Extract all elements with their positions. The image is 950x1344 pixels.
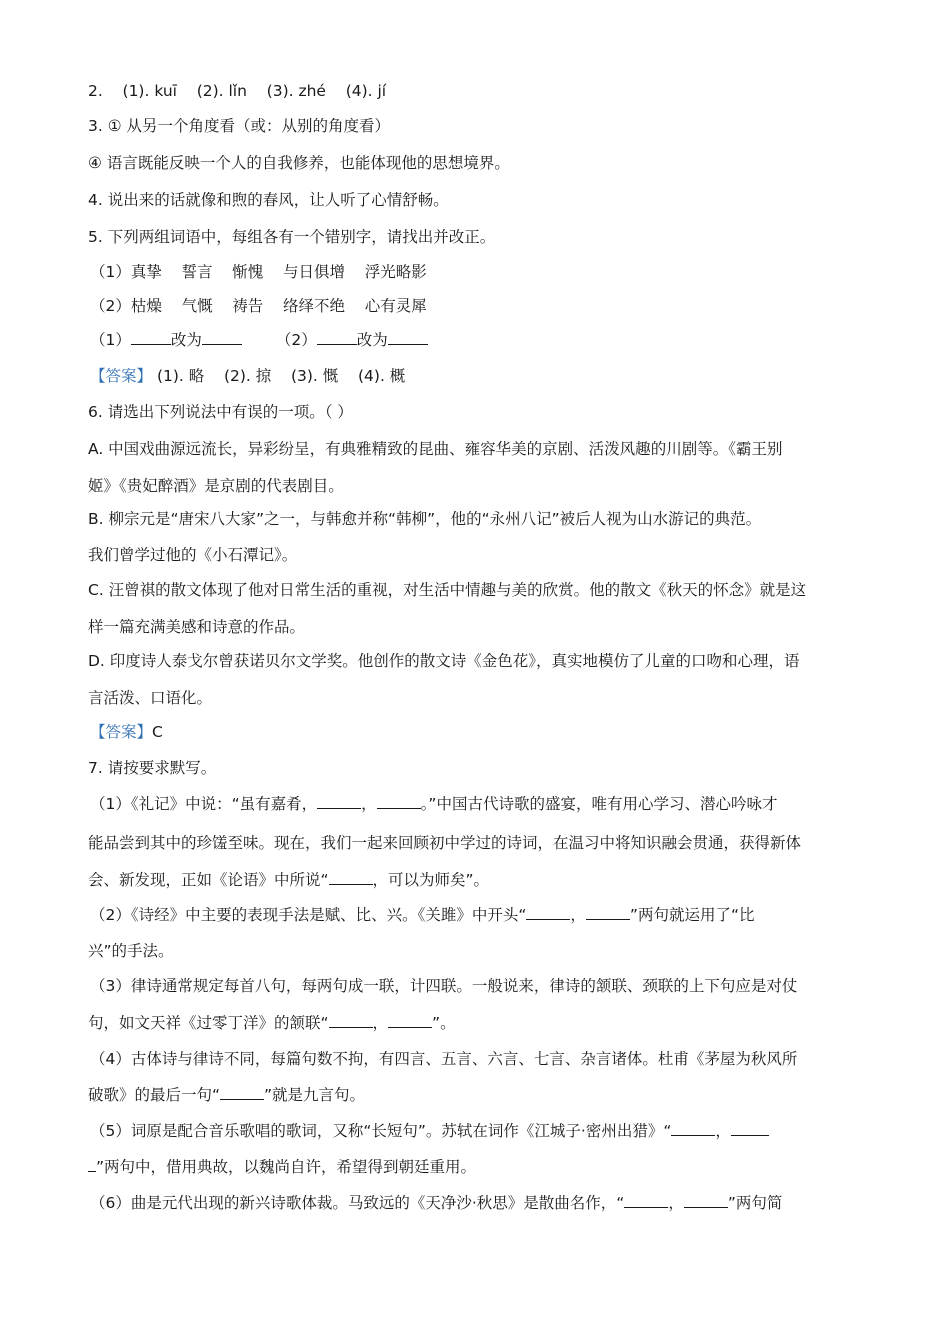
q7-p3-text-a: 句，如文天祥《过零丁洋》的颔联“ (88, 1014, 329, 1032)
q7-p3-blank-1[interactable] (329, 1013, 373, 1028)
q2-item-3: (3). zhé (266, 82, 326, 100)
q5-answer-line (90, 365, 405, 387)
q7-p5-blank-2[interactable] (731, 1121, 769, 1136)
q7-p3-line-2 (88, 1012, 456, 1034)
q7-p3-blank-2[interactable] (388, 1013, 432, 1028)
q7-p5-line-1 (90, 1120, 769, 1142)
q7-stem: 7. 请按要求默写。 (88, 759, 217, 777)
q6-option-d-line-1: D. 印度诗人泰戈尔曾获诺贝尔文学奖。他创作的散文诗《金色花》，真实地模仿了儿童的口吻和心理，语 (88, 652, 800, 670)
q5-fill-1-change: 改为 (170, 331, 202, 349)
q3-line-2: ④ 语言既能反映一个人的自我修养，也能体现他的思想境界。 (88, 154, 510, 172)
q2-item-4: (4). jí (345, 82, 387, 100)
q6-option-a-line-2: 姬》《贵妃醉酒》是京剧的代表剧目。 (88, 477, 344, 495)
q7-p4-text-a: 破歌》的最后一句“ (88, 1086, 221, 1104)
q7-p3-text-b: ， (372, 1014, 389, 1032)
q6-answer: C (152, 723, 163, 741)
q7-p6-blank-2[interactable] (684, 1193, 728, 1208)
q7-p1-text-e: ，可以为师矣”。 (372, 871, 490, 889)
q7-p1-blank-1[interactable] (317, 794, 361, 809)
q7-p1-blank-2[interactable] (377, 794, 421, 809)
q7-p4-blank-1[interactable] (220, 1085, 264, 1100)
q7-p5-text-a: （5）词原是配合音乐歌唱的歌词，又称“长短句”。苏轼在词作《江城子·密州出猎》“ (90, 1122, 672, 1140)
q7-p2-blank-2[interactable] (586, 905, 630, 920)
q7-p1-line-1 (90, 793, 777, 815)
q7-p2-blank-1[interactable] (526, 905, 570, 920)
q5-group-1: （1）真挚 誓言 惭愧 与日俱增 浮光略影 (90, 263, 427, 281)
q6-answer-tag: 【答案】 (90, 723, 153, 741)
q3-line-1: 3. ① 从另一个角度看（或：从别的角度看） (88, 117, 391, 135)
q7-p2-text-b: ， (570, 906, 586, 924)
q6-stem: 6. 请选出下列说法中有误的一项。（ ） (88, 403, 353, 421)
q7-p2-text-a: （2）《诗经》中主要的表现手法是赋、比、兴。《关雎》中开头“ (90, 906, 527, 924)
q7-p3-text-c: ”。 (432, 1014, 456, 1032)
q2-item-2: (2). lǐn (196, 82, 247, 100)
q7-p1-text-b: ， (361, 795, 377, 813)
q6-answer-line (90, 721, 163, 743)
q7-p4-line-1: （4）古体诗与律诗不同，每篇句数不拘，有四言、五言、六言、七言、杂言诸体。杜甫《茅屋为秋风所 (90, 1050, 798, 1068)
q5-blank-4[interactable] (388, 330, 428, 345)
q7-p1-text-a: （1）《礼记》中说：“虽有嘉肴， (90, 795, 318, 813)
q4-line: 4. 说出来的话就像和煦的春风，让人听了心情舒畅。 (88, 191, 449, 209)
q2-number: 2. (88, 82, 103, 100)
q7-p3-line-1: （3）律诗通常规定每首八句，每两句成一联，计四联。一般说来，律诗的颔联、颈联的上下句应是对仗 (90, 977, 798, 995)
q5-answer-tag: 【答案】 (90, 367, 153, 385)
q6-option-a-line-1: A. 中国戏曲源远流长，异彩纷呈，有典雅精致的昆曲、雍容华美的京剧、活泼风趣的川剧等。《霸王别 (88, 440, 783, 458)
q6-option-b-line-1: B. 柳宗元是“唐宋八大家”之一，与韩愈并称“韩柳”，他的“永州八记”被后人视为山水游记的典范。 (88, 510, 762, 528)
q7-p6-text-a: （6）曲是元代出现的新兴诗歌体裁。马致远的《天净沙·秋思》是散曲名作，“ (90, 1194, 625, 1212)
q5-blank-1[interactable] (131, 330, 171, 345)
q7-p6-text-b: ， (668, 1194, 684, 1212)
q2-answer-line (88, 80, 386, 102)
q7-p6-text-c: ”两句简 (727, 1194, 783, 1212)
q6-option-b-line-2: 我们曾学过他的《小石潭记》。 (88, 546, 298, 564)
q5-group-2: （2）枯燥 气慨 祷告 络绎不绝 心有灵犀 (90, 297, 427, 315)
q7-p5-blank-2-cont[interactable] (88, 1157, 96, 1172)
q7-p2-text-c: ”两句就运用了“比 (629, 906, 755, 924)
q7-p5-text-b2: ”两句中，借用典故，以魏尚自许，希望得到朝廷重用。 (96, 1158, 477, 1176)
q7-p1-blank-3[interactable] (329, 870, 373, 885)
q6-option-c-line-2: 样一篇充满美感和诗意的作品。 (88, 618, 306, 636)
q7-p1-text-d: 会、新发现，正如《论语》中所说“ (88, 871, 329, 889)
q5-blank-3[interactable] (317, 330, 357, 345)
q2-item-1: (1). kuī (122, 82, 177, 100)
q5-answer: (1). 略 (2). 掠 (3). 慨 (4). 概 (152, 367, 406, 385)
q5-fill-2-change: 改为 (356, 331, 388, 349)
q5-stem: 5. 下列两组词语中，每组各有一个错别字，请找出并改正。 (88, 228, 496, 246)
q5-fill-2-label: （2） (275, 331, 317, 349)
q7-p4-text-b: ”就是九言句。 (264, 1086, 366, 1104)
q7-p2-line-2: 兴”的手法。 (88, 942, 174, 960)
q7-p6-line-1 (90, 1192, 782, 1214)
q7-p1-text-c: 。”中国古代诗歌的盛宴，唯有用心学习、潜心吟咏才 (420, 795, 778, 813)
q7-p5-text-b: ， (715, 1122, 731, 1140)
q5-fill-line (90, 329, 428, 351)
q7-p1-line-2: 能品尝到其中的珍馐至味。现在，我们一起来回顾初中学过的诗词，在温习中将知识融会贯通，获得新体 (88, 834, 802, 852)
q7-p6-blank-1[interactable] (624, 1193, 668, 1208)
q6-option-c-line-1: C. 汪曾祺的散文体现了他对日常生活的重视，对生活中情趣与美的欣赏。他的散文《秋天的怀念》就是这 (88, 581, 807, 599)
q7-p2-line-1 (90, 904, 754, 926)
q7-p5-blank-1[interactable] (671, 1121, 715, 1136)
q7-p5-line-2 (88, 1156, 476, 1178)
q7-p1-line-3 (88, 869, 489, 891)
q5-fill-1-label: （1） (90, 331, 131, 349)
q6-option-d-line-2: 言活泼、口语化。 (88, 689, 213, 707)
q5-blank-2[interactable] (202, 330, 242, 345)
q7-p4-line-2 (88, 1084, 365, 1106)
